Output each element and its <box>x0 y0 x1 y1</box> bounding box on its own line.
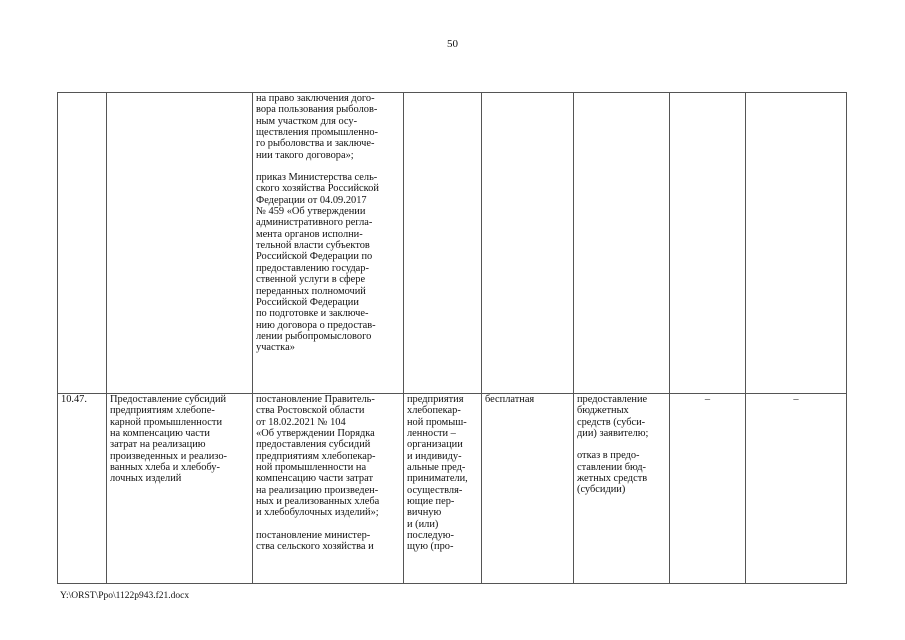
text-line: альные пред- <box>407 462 466 474</box>
legal-basis-text-1 <box>256 93 400 161</box>
cell-result <box>574 93 670 394</box>
text-line: организации <box>407 439 463 451</box>
text-line: ского хозяйства Российской <box>256 183 379 195</box>
text-line: тельной власти субъектов <box>256 240 370 252</box>
text-line: карной промышленности <box>110 416 223 428</box>
text-line: щую (про- <box>407 541 454 553</box>
cell-cost: бесплатная <box>482 394 574 584</box>
cell-cost <box>482 93 574 394</box>
text-line: (субсидии) <box>577 484 626 496</box>
cell-service-name <box>107 394 253 584</box>
text-line: нию договора о предостав- <box>256 319 376 331</box>
text-line: предприятиям хлебопекар- <box>256 450 376 462</box>
text-line: отказ в предо- <box>577 450 640 462</box>
text-line: от 18.02.2021 № 104 <box>256 416 346 428</box>
text-line: ленности – <box>407 428 456 440</box>
text-line: осуществля- <box>407 484 463 496</box>
text-line: ства Ростовской области <box>256 405 365 417</box>
text-line: жетных средств <box>577 473 648 485</box>
text-line: «Об утверждении Порядка <box>256 428 375 440</box>
text-line: приказ Министерства сель- <box>256 172 378 184</box>
text-line: ным участком для осу- <box>256 115 358 127</box>
text-line: постановление министер- <box>256 529 371 541</box>
text-line: лочных изделий <box>110 473 182 485</box>
page-number: 50 <box>447 38 458 50</box>
text-line: ществления промышленно- <box>256 127 378 139</box>
text-line: участка» <box>256 342 295 354</box>
text-line: дии) заявителю; <box>577 428 649 440</box>
text-line: и индивиду- <box>407 450 462 462</box>
text-line: по подготовке и заключе- <box>256 308 369 320</box>
text-line: ной промышленности на <box>256 462 367 474</box>
text-line: хлебопекар- <box>407 405 461 417</box>
text-line: нии такого договора»; <box>256 149 354 161</box>
text-line: административного регла- <box>256 217 373 229</box>
service-name-text <box>110 394 249 485</box>
text-line: постановление Правитель- <box>256 394 375 405</box>
text-line: ванных хлеба и хлебобу- <box>110 462 220 474</box>
text-line: приниматели, <box>407 473 468 485</box>
services-table <box>57 92 847 584</box>
cell-recipients <box>404 394 482 584</box>
cell-result <box>574 394 670 584</box>
text-line: Федерации от 04.09.2017 <box>256 194 367 206</box>
text-line: ной промыш- <box>407 416 467 428</box>
text-line: и хлебобулочных изделий»; <box>256 507 379 519</box>
text-line: вора пользования рыболов- <box>256 104 378 116</box>
cell-number <box>58 93 107 394</box>
text-line: Российской Федерации <box>256 296 359 308</box>
cell-service-name <box>107 93 253 394</box>
cell-col8 <box>670 93 746 394</box>
text-line: и (или) <box>407 518 439 530</box>
text-line: предприятия <box>407 394 464 405</box>
text-line: ставлении бюд- <box>577 461 647 473</box>
recipients-text <box>407 394 478 553</box>
table-row-10-47 <box>58 394 847 584</box>
cell-number: 10.47. <box>58 394 107 584</box>
cell-col9 <box>746 93 847 394</box>
text-line: произведенных и реализо- <box>110 450 227 462</box>
text-line: ных и реализованных хлеба <box>256 496 380 508</box>
text-line: вичную <box>407 507 442 519</box>
legal-basis-text-1 <box>256 394 400 519</box>
text-line: затрат на реализацию <box>110 439 206 451</box>
text-line: компенсацию части затрат <box>256 473 374 485</box>
text-line: на реализацию произведен- <box>256 484 379 496</box>
table-row-continuation <box>58 93 847 394</box>
text-line: предоставления субсидий <box>256 439 371 451</box>
text-line: бюджетных <box>577 405 629 417</box>
result-text-2 <box>577 450 666 495</box>
cell-col8: – <box>670 394 746 584</box>
text-line: ства сельского хозяйства и <box>256 541 374 553</box>
text-line: № 459 «Об утверждении <box>256 206 366 218</box>
text-line: Предоставление субсидий <box>110 394 227 405</box>
text-line: предоставлению государ- <box>256 262 369 274</box>
text-line: Российской Федерации по <box>256 251 373 263</box>
text-line: переданных полномочий <box>256 285 366 297</box>
cell-col9: – <box>746 394 847 584</box>
text-line: предприятиям хлебопе- <box>110 405 215 417</box>
text-line: ственной услуги в сфере <box>256 274 366 286</box>
text-line: мента органов исполни- <box>256 228 363 240</box>
text-line: на право заключения дого- <box>256 93 375 104</box>
text-line: го рыболовства и заключе- <box>256 138 375 150</box>
text-line: последую- <box>407 530 454 542</box>
text-line: средств (субси- <box>577 416 646 428</box>
legal-basis-text-2 <box>256 530 400 553</box>
cell-legal-basis <box>253 93 404 394</box>
cell-legal-basis <box>253 394 404 584</box>
result-text-1 <box>577 394 666 439</box>
text-line: лении рыбопромыслового <box>256 330 372 342</box>
footer-file-path: Y:\ORST\Ppo\1122p943.f21.docx <box>60 591 190 601</box>
cell-recipients <box>404 93 482 394</box>
text-line: на компенсацию части <box>110 428 210 440</box>
legal-basis-text-2 <box>256 172 400 354</box>
text-line: предоставление <box>577 394 648 405</box>
text-line: ющие пер- <box>407 496 455 508</box>
